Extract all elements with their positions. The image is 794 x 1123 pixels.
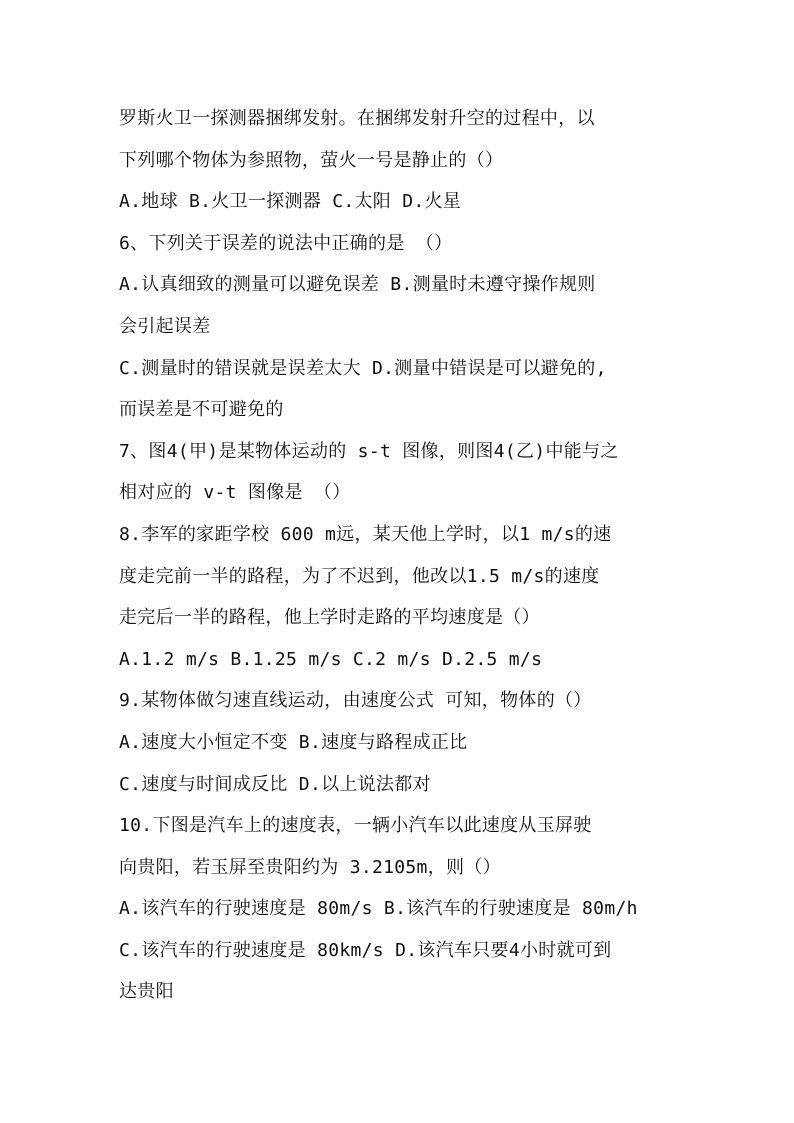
- text-line: 而误差是不可避免的: [119, 399, 284, 421]
- text-line: 7、图4(甲)是某物体运动的 s-t 图像，则图4(乙)中能与之: [119, 440, 619, 462]
- text-line: C.速度与时间成反比 D.以上说法都对: [119, 773, 431, 795]
- text-line: A.该汽车的行驶速度是 80m/s B.该汽车的行驶速度是 80m/h: [119, 898, 638, 920]
- text-line: A.地球 B.火卫一探测器 C.太阳 D.火星: [119, 191, 462, 213]
- text-line: C.该汽车的行驶速度是 80km/s D.该汽车只要4小时就可到: [119, 939, 612, 961]
- text-line: 达贵阳: [119, 981, 174, 1003]
- text-line: 度走完前一半的路程，为了不迟到，他改以1.5 m/s的速度: [119, 565, 600, 587]
- text-line: 走完后一半的路程，他上学时走路的平均速度是（）: [119, 607, 540, 629]
- text-line: 6、下列关于误差的说法中正确的是 （）: [119, 232, 453, 254]
- text-line: 下列哪个物体为参照物，萤火一号是静止的（）: [119, 149, 504, 171]
- text-line: C.测量时的错误就是误差太大 D.测量中错误是可以避免的,: [119, 357, 607, 379]
- text-line: A.认真细致的测量可以避免误差 B.测量时未遵守操作规则: [119, 274, 596, 296]
- text-line: 9.某物体做匀速直线运动，由速度公式 可知，物体的（）: [119, 690, 592, 712]
- text-line: 相对应的 v-t 图像是 （）: [119, 482, 351, 504]
- text-line: 8.李军的家距学校 600 m远，某天他上学时，以1 m/s的速: [119, 523, 612, 545]
- text-line: 10.下图是汽车上的速度表，一辆小汽车以此速度从玉屏驶: [119, 815, 592, 837]
- text-line: 罗斯火卫一探测器捆绑发射。在捆绑发射升空的过程中，以: [119, 108, 595, 129]
- question-text: [119, 98, 679, 1013]
- text-line: A.速度大小恒定不变 B.速度与路程成正比: [119, 731, 468, 753]
- text-line: 向贵阳，若玉屏至贵阳约为 3.2105m，则（）: [119, 856, 501, 878]
- text-line: 会引起误差: [119, 315, 211, 337]
- text-line: A.1.2 m/s B.1.25 m/s C.2 m/s D.2.5 m/s: [119, 648, 543, 670]
